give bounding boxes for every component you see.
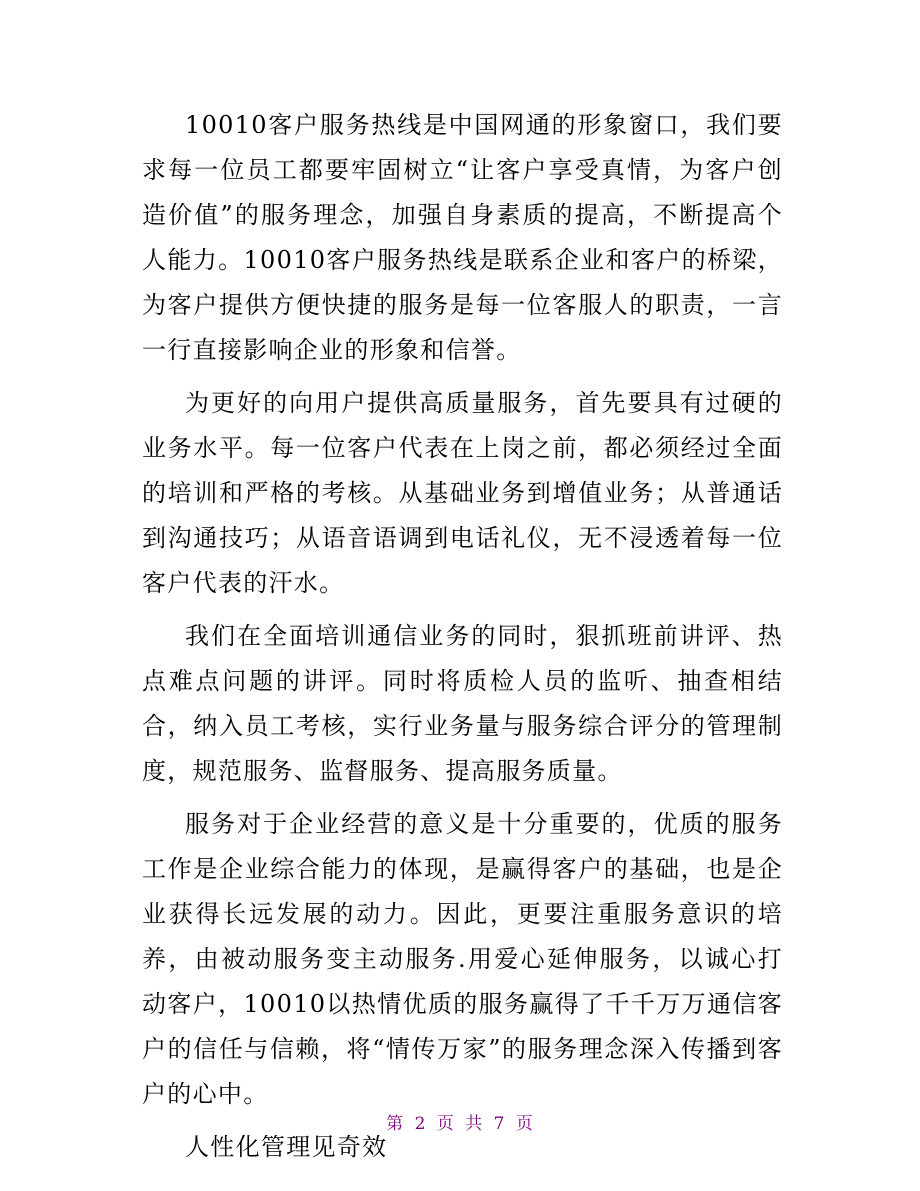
paragraph-3: 我们在全面培训通信业务的同时，狠抓班前讲评、热点难点问题的讲评。同时将质检人员的监听、抽查相结合，纳入员工考核，实行业务量与服务综合评分的管理制度，规范服务、监督服务、提高服务质量。 <box>142 622 783 785</box>
footer-page-word: 页 <box>436 1114 455 1134</box>
footer-suffix: 页 <box>515 1114 534 1134</box>
section-heading: 人性化管理见奇效 <box>185 1133 388 1161</box>
footer-prefix: 第 <box>386 1114 405 1134</box>
paragraph-4: 服务对于企业经营的意义是十分重要的，优质的服务工作是企业综合能力的体现，是赢得客户的基础，也是企业获得长远发展的动力。因此，更要注重服务意识的培养，由被动服务变主动服务.用爱心延伸服务，以诚心打动客户，10010以热情优质的服务赢得了千千万万通信客户的信任与信赖，将“情传万家”的服务理念深入传播到客户的心中。 <box>142 810 783 1108</box>
paragraph-1: 10010客户服务热线是中国网通的形象窗口，我们要求每一位员工都要牢固树立“让客户享受真情，为客户创造价值”的服务理念，加强自身素质的提高，不断提高个人能力。10010客户服务热线是联系企业和客户的桥梁，为客户提供方便快捷的服务是每一位客服人的职责，一言一行直接影响企业的形象和信誉。 <box>142 111 783 364</box>
document-body <box>142 103 783 1170</box>
footer-total-prefix: 共 <box>465 1114 484 1134</box>
paragraph-2: 为更好的向用户提供高质量服务，首先要具有过硬的业务水平。每一位客户代表在上岗之前，都必须经过全面的培训和严格的考核。从基础业务到增值业务；从普通话到沟通技巧；从语音语调到电话礼仪，无不浸透着每一位客户代表的汗水。 <box>142 389 783 597</box>
page-footer <box>0 1113 920 1135</box>
footer-current-page: 2 <box>414 1114 427 1134</box>
footer-total-pages: 7 <box>493 1114 506 1134</box>
